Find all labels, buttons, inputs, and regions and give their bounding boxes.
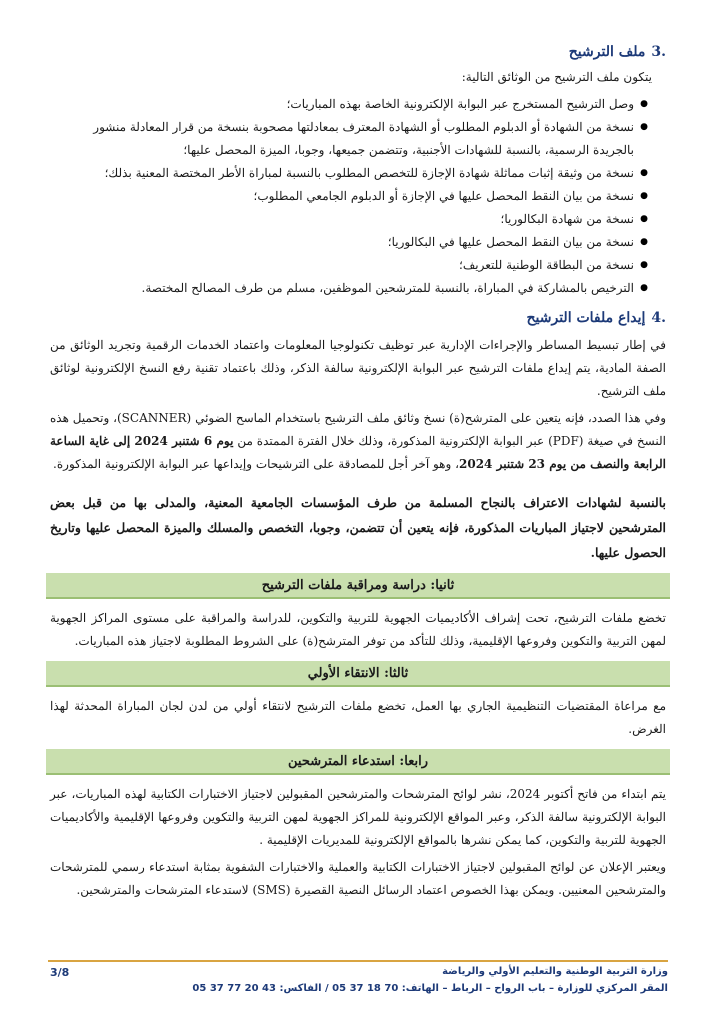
list-item: ● نسخة من البطاقة الوطنية للتعريف؛: [50, 254, 648, 277]
footer-divider: [48, 960, 668, 962]
section-3-title: ملف الترشيح: [568, 44, 646, 60]
section-3-number: 3.: [651, 44, 666, 60]
section-second-heading: ثانيا: دراسة ومراقبة ملفات الترشيح: [46, 573, 670, 599]
section-4-title: إيداع ملفات الترشيح: [526, 310, 646, 326]
list-item: ● نسخة من بيان النقط المحصل عليها في الإجازة أو الدبلوم الجامعي المطلوب؛: [50, 185, 648, 208]
list-item: ● نسخة من شهادة البكالوريا؛: [50, 208, 648, 231]
section-4-paragraph-2: [50, 407, 666, 476]
section-fourth-paragraph-2: ويعتبر الإعلان عن لوائح المقبولين لاجتياز الاختبارات الكتابية والعملية والاختبارات الشفوية بمثابة استدعاء رسمي للمترشحات والمترشحين المعنيين. ويمكن بهذا الخصوص اعتماد الرسائل النصية القصيرة (SMS) لاستدعاء المترشحات والمترشحين.: [50, 860, 666, 897]
documents-list: [50, 93, 666, 300]
section-fourth-paragraph-1: يتم ابتداء من فاتح أكتوبر 2024، نشر لوائح المترشحات والمترشحين المقبولين لاجتياز الاختبارات الكتابية لهذه المباريات، عبر البوابة الإلكترونية سالفة الذكر، وعبر المواقع الإلكترونية للمراكز الجهوية لمهن التربية والتكوين وفروعها الإقليمية والأكاديميات الجهوية للتربية والتكوين، كما يمكن نشرها بالمواقع الإلكترونية للمديريات الإقليمية .: [50, 787, 666, 847]
section-second-paragraph: تخضع ملفات الترشيح، تحت إشراف الأكاديميات الجهوية للتربية والتكوين، للدراسة والمراقبة على مستوى المراكز الجهوية لمهن التربية والتكوين وفروعها الإقليمية، وذلك للتأكد من توفر المترشح(ة) على الشروط المطلوبة لاجتياز هذه المباريات.: [50, 611, 666, 648]
section-3-heading: [50, 44, 666, 60]
list-item: ● نسخة من بيان النقط المحصل عليها في البكالوريا؛: [50, 231, 648, 254]
deadline-text: يوم 6 شتنبر 2024 إلى غاية الساعة الرابعة والنصف من يوم 23 شتنبر 2024: [50, 434, 666, 471]
list-item: ● نسخة من وثيقة إثبات مماثلة شهادة الإجازة للتخصص المطلوب بالنسبة لمباراة الأطر المختصة المعنية بذلك؛: [50, 162, 648, 185]
section-3-intro: يتكون ملف الترشيح من الوثائق التالية:: [461, 70, 652, 84]
section-4-heading: [50, 310, 666, 326]
section-third-paragraph: مع مراعاة المقتضيات التنظيمية الجاري بها العمل، تخضع ملفات الترشيح لانتقاء أولي من لدن لجان المباراة المحدثة لهذا الغرض.: [50, 699, 666, 736]
footer: [48, 966, 668, 994]
list-item: ● نسخة من الشهادة أو الدبلوم المطلوب أو الشهادة المعترف بمعادلتها مصحوبة بنسخة من قرار المعادلة منشور بالجريدة الرسمية، بالنسبة للشهادات الأجنبية، وتتضمن جميعها، وجوبا، الميزة المحصل عليها؛: [50, 116, 648, 162]
paragraph-text: وفي هذا الصدد، فإنه يتعين على المترشح(ة) نسخ وثائق ملف الترشيح باستخدام الماسح الضوئي (SCANNER)، وتحميل هذه النسخ في صيغة (PDF) عبر البوابة الإلكترونية المذكورة، وذلك خلال الفترة الممتدة من: [50, 411, 666, 448]
page-number: 3/8: [50, 966, 70, 979]
footer-address: المقر المركزي للوزارة – باب الرواح – الرباط – الهاتف: 70 18 37 05 / الفاكس: 43 20 77 37 05: [192, 983, 668, 994]
section-third-heading: ثالثا: الانتقاء الأولي: [46, 661, 670, 687]
section-4-number: 4.: [651, 310, 666, 326]
section-fourth-heading: رابعا: استدعاء المترشحين: [46, 749, 670, 775]
list-item: ● وصل الترشيح المستخرج عبر البوابة الإلكترونية الخاصة بهذه المباريات؛: [50, 93, 648, 116]
section-4-paragraph-1: في إطار تبسيط المساطر والإجراءات الإدارية عبر توظيف تكنولوجيا المعلومات واعتماد الخدمات الرقمية وتجريد الوثائق من الصفة المادية، يتم إيداع ملفات الترشيح عبر البوابة الإلكترونية سالفة الذكر، وذلك باعتماد تقنية رفع النسخ الإلكترونية لوثائق ملف الترشيح.: [50, 338, 666, 398]
list-item: ● الترخيص بالمشاركة في المباراة، بالنسبة للمترشحين الموظفين، مسلم من طرف المصالح المختصة.: [50, 277, 648, 300]
footer-ministry: وزارة التربية الوطنية والتعليم الأولي والرياضة: [442, 966, 668, 977]
paragraph-text: ، وهو آخر أجل للمصادقة على الترشيحات وإيداعها عبر البوابة الإلكترونية المذكورة.: [53, 457, 459, 471]
section-4-paragraph-3: بالنسبة لشهادات الاعتراف بالنجاح المسلمة من طرف المؤسسات الجامعية المعنية، والمدلى بها من قبل بعض المترشحين لاجتياز المباريات المذكورة، فإنه يتعين أن تتضمن، وجوبا، التخصص والمسلك والميزة المحصل عليها وتاريخ الحصول عليها.: [50, 495, 666, 560]
